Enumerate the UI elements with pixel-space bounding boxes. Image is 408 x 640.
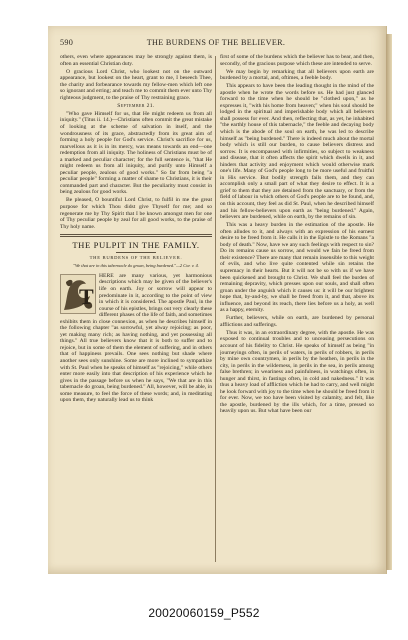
paragraph: O gracious Lord Christ, who lookest not on the outward appearance, but lookest on the heart, grant to me, I beseech Thee, the charity and forbearance towards my fellow-men which left one so ignorant and erring; and teach me to commit them ever unto Thy righteous judgment, to the praise of Thy restraining grace.: [60, 68, 212, 101]
paragraph: This was a heavy burden in the estimation of the apostle. He often alludes to it, and always with an expression of his earnest desire to be freed from it. He calls it in the Epistle to the Romans "a body of death." Now, have we any such feelings with respect to sin? Do its remains cause us sorrow, and would we fain be freed from their existence? There are many that remain insensible to this weight of evils, and who live quite contented while sin retains the supremacy in their hearts. But it will not be so with us if we have been quickened and brought to Christ. We shall feel the burden of remaining depravity, which presses upon our souls, and shall often groan under the anguish which it causes us: it will be our brightest hope that, by-and-by, we shall be freed from it, and that, above its influence, and beyond its reach, there lies before us a holy, as well as a happy, eternity.: [220, 222, 374, 314]
image-caption: 20020060159_P552: [148, 606, 260, 620]
divider: [116, 252, 156, 253]
running-title: THE BURDENS OF THE BELIEVER.: [146, 38, 286, 47]
right-column: [220, 54, 374, 566]
paragraph: HERE are many various, yet harmonious descriptions which may be given of the believer's life on earth. Joy or sorrow will appear to predominate in it, according to the point of view in which it is considered. The apostle Paul, in the course of his epistles, brings out very clearly these different phases of the life of faith, and sometimes exhibits them in close connexion, as when he describes himself in the following chapter "as sorrowful, yet alway rejoicing; as poor, yet making many rich; as having nothing, and yet possessing all things." All true believers know that it is both to suffer and to rejoice, but in some of them the element of suffering, and in others that of happiness prevails. One sees nothing but shade where another sees only sunshine. Some are more inclined to sympathize with St. Paul when he speaks of himself as "rejoicing," while others enter more easily into that description of his experience which he gives in the passage before us when he says, "We that are in this tabernacle do groan, being burdened." All, however, will be able, in some measure, to feel the force of these words; and, in meditating upon them, they naturally lead us to think: [60, 272, 212, 404]
paragraph: We may begin by remarking that all believers upon earth are burdened by a mortal, and, oftimes, a feeble body.: [220, 68, 374, 82]
paragraph: "Who gave Himself for us, that He might redeem us from all iniquity." (Titus ii. 14.)—Christians often commit the great mistake of looking at the scheme of salvation in itself, and the wondrousness of its grace, abstractedly from its great aim of forming a holy people for God's service. Christ's sacrifice for us, marvellous as it is in its mercy, was means towards an end—one redemption from all iniquity. The holiness of Christians must be of a marked and peculiar character; for the full sentence is, "that He might redeem us from all iniquity, and purify unto Himself a peculiar people, zealous of good works." So far from being "a peculiar people" forming a matter of shame to Christians, it is their commanded part and character. But the peculiarity must consist in being zealous for good works.: [60, 110, 212, 196]
ornamental-initial-icon: [60, 274, 96, 314]
paragraph: Further, believers, while on earth, are burdened by personal afflictions and sufferings.: [220, 315, 374, 328]
paragraph: first of some of the burdens which the believer has to bear, and then, secondly, of the gracious purpose which these are intended to serve.: [220, 54, 374, 67]
section-subtitle: THE BURDENS OF THE BELIEVER.: [89, 254, 183, 260]
paragraph: Thus it was, in an extraordinary degree, with the apostle. He was exposed to continual troubles and to unceasing persecutions on account of his fidelity to Christ. He speaks of himself as being "in journeyings often, in perils of waters, in perils of robbers, in perils by mine own countrymen, in perils by the heathen, in perils in the city, in perils in the wilderness, in perils in the sea, in perils among false brethren; in weariness and painfulness, in watchings often, in hunger and thirst, in fastings often, in cold and nakedness." It was thus a heavy load of affliction which he had to carry, and well might he look forward with joy to the time when he should be freed from it for ever. Now, we too have been visited by calamity, and felt, like the apostle, burdened by the ills which, for a time, pressed so heavily upon us. But what have been our: [220, 329, 374, 415]
epigraph: "We that are in this tabernacle do groan, being burdened."—2 Cor. v. 4.: [73, 263, 199, 269]
column-divider: [215, 56, 216, 562]
paragraph: This appears to have been the leading thought in the mind of the apostle when he wrote the words before us. He had just glanced forward to the time when he should be "clothed upon," as he expresses it, "with his home from heaven;" when his soul should be lodged in the spiritual and imperishable body which all believers shall possess for ever. And then, reflecting that, as yet, he inhabited "the earthly house of this tabernacle," the feeble and decaying body which is the abode of the soul on earth, he was led to describe himself as "being burdened." There is indeed much about the mortal body which is still our burden, to cause believers distress and sorrow. It is encompassed with infirmities, so subject to weakness and disease, that it often affects the spirit which dwells in it, and hinders that activity and enjoyment which would otherwise mark one's life. Many of God's people long to be more useful and fruitful in His service. But bodily strength fails them, and they can accomplish only a small part of what they desire to effect. It is a grief to them that they are detained from the sanctuary, or from the field of labour in which others of God's people are to be found, and, on this account, they feel as did St. Paul, when he described himself and his fellow-believers upon earth as "being burdened." Again, believers are burdened, while on earth, by the remains of sin.: [220, 83, 374, 221]
book-page: [48, 26, 387, 574]
date-heading: September 21.: [117, 102, 155, 109]
running-header: [60, 38, 372, 50]
page-number: 590: [60, 38, 74, 47]
paragraph: Be pleased, O bountiful Lord Christ, to fulfil in me the great purpose for which Thou didst give Thyself for me; and so regenerate me by Thy Spirit that I be known amongst men for one of Thy peculiar people by zeal for all good works, to the praise of Thy holy name.: [60, 197, 212, 230]
left-column: [60, 54, 212, 566]
section-rule: [60, 236, 212, 237]
svg-text:T: T: [79, 283, 94, 309]
page-edge: [386, 34, 392, 570]
paragraph: others, even where appearances may be strongly against them, is often an essential Christian duty.: [60, 54, 212, 67]
section-rule: [60, 234, 212, 235]
sermon-body: [60, 273, 212, 404]
section-title: THE PULPIT IN THE FAMILY.: [72, 240, 200, 251]
